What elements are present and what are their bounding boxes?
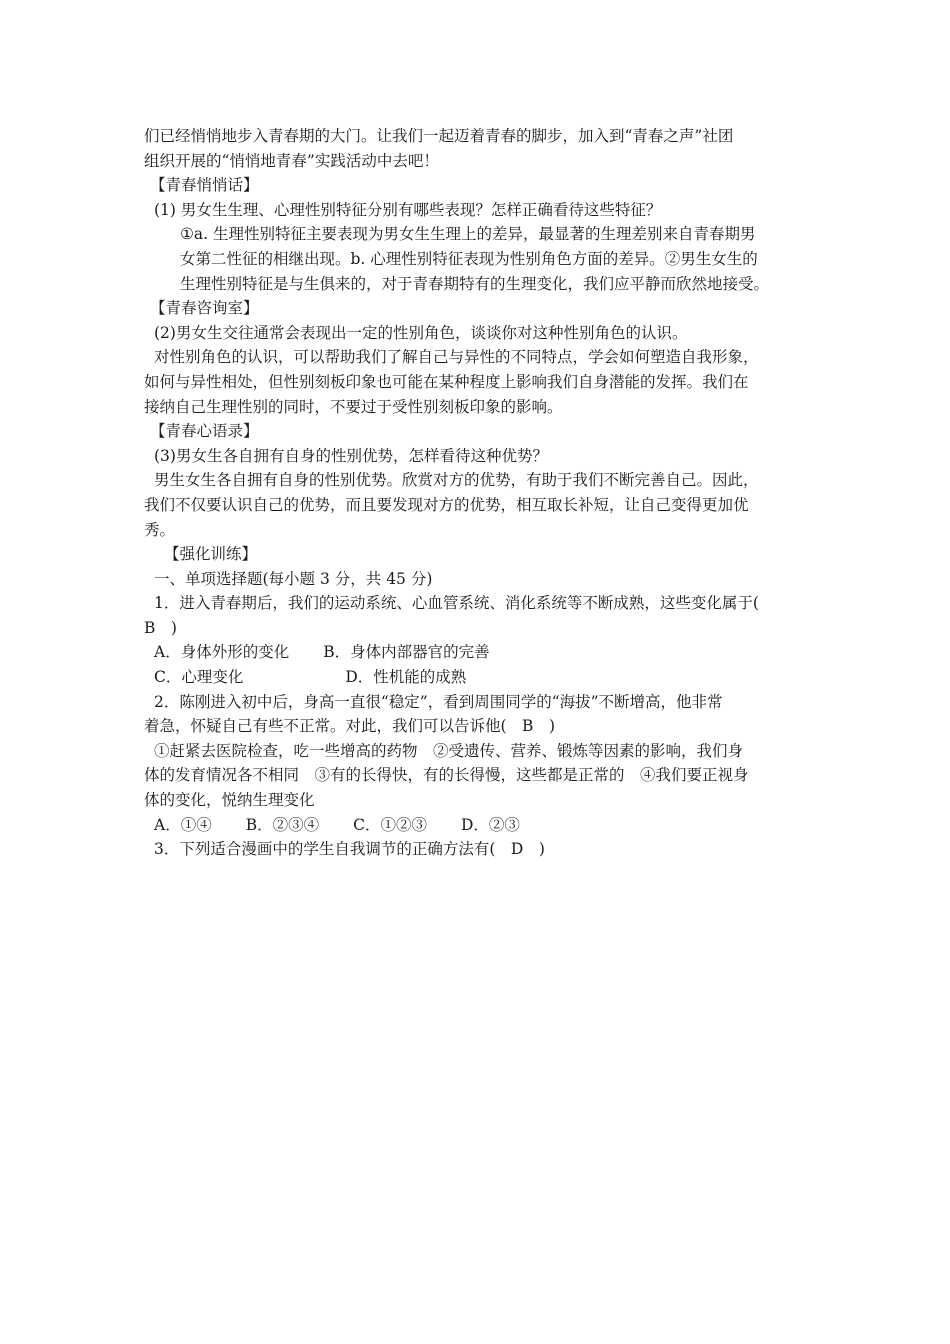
q1-stem-line-1: 1．进入青春期后，我们的运动系统、心血管系统、消化系统等不断成熟，这些变化属于( [154,594,759,613]
section-header-training: 【强化训练】 [164,545,258,564]
intro-line-1: 们已经悄悄地步入青春期的大门。让我们一起迈着青春的脚步，加入到“青春之声”社团 [144,127,734,145]
document-page [144,124,824,862]
answer-2-line-3: 接纳自己生理性别的同时，不要过于受性别刻板印象的影响。 [144,397,563,416]
answer-1-line-3: 生理性别特征是与生俱来的，对于青春期特有的生理变化，我们应平静而欣然地接受。 [180,274,770,293]
section-header-consult: 【青春咨询室】 [150,299,259,318]
q2-option-d: D．②③ [460,815,520,834]
q1-option-d: D．性机能的成熟 [345,668,467,687]
answer-1-line-2: 女第二性征的相继出现。b. 心理性别特征表现为性别角色方面的差异。②男生女生的 [180,249,758,268]
q1-stem-line-2: B ) [144,618,177,637]
part-title: 一、单项选择题(每小题 3 分，共 45 分) [154,569,433,588]
q1-options-row-2 [144,665,824,690]
answer-3-line-3: 秀。 [144,520,176,539]
q2-item-line-3: 体的变化，悦纳生理变化 [144,791,315,810]
q2-stem-line-2: 着急，怀疑自己有些不正常。对此，我们可以告诉他( B ) [144,717,555,736]
question-3: (3)男女生各自拥有自身的性别优势，怎样看待这种优势？ [154,446,548,465]
answer-3-line-2: 我们不仅要认识自己的优势，而且要发现对方的优势，相互取长补短，让自己变得更加优 [144,495,749,514]
answer-3-line-1: 男生女生各自拥有自身的性别优势。欣赏对方的优势，有助于我们不断完善自己。因此， [154,471,759,490]
q2-option-b: B．②③④ [245,815,320,834]
q2-stem-line-1: 2．陈刚进入初中后，身高一直很“稳定”，看到周围同学的“海拔”不断增高，他非常 [154,692,723,711]
question-1: (1) 男女生生理、心理性别特征分别有哪些表现？怎样正确看待这些特征？ [154,200,662,219]
q2-item-line-1: ①赶紧去医院检查，吃一些增高的药物 ②受遗传、营养、锻炼等因素的影响，我们身 [154,741,744,760]
section-header-whisper: 【青春悄悄话】 [150,176,259,195]
answer-2-line-1: 对性别角色的认识，可以帮助我们了解自己与异性的不同特点，学会如何塑造自我形象， [154,348,759,367]
answer-2-line-2: 如何与异性相处，但性别刻板印象也可能在某种程度上影响我们自身潜能的发挥。我们在 [144,372,749,391]
section-header-heart: 【青春心语录】 [150,422,259,441]
q2-option-c: C．①②③ [353,815,427,834]
q1-options-row-1 [144,640,824,665]
q3-stem: 3．下列适合漫画中的学生自我调节的正确方法有( D ) [154,840,545,859]
question-2: (2)男女生交往通常会表现出一定的性别角色，谈谈你对这种性别角色的认识。 [154,323,688,342]
q2-options-row [144,813,824,838]
intro-line-2: 组织开展的“悄悄地青春”实践活动中去吧！ [144,151,439,170]
q1-option-b: B．身体内部器官的完善 [323,643,490,662]
answer-1-line-1: ①a. 生理性别特征主要表现为男女生生理上的差异，最显著的生理差别来自青春期男 [180,225,756,244]
q1-option-c: C．心理变化 [154,668,244,687]
q1-option-a: A．身体外形的变化 [154,643,290,662]
q2-item-line-2: 体的发育情况各不相同 ③有的长得快，有的长得慢，这些都是正常的 ④我们要正视身 [144,766,749,785]
q2-option-a: A．①④ [154,815,212,834]
